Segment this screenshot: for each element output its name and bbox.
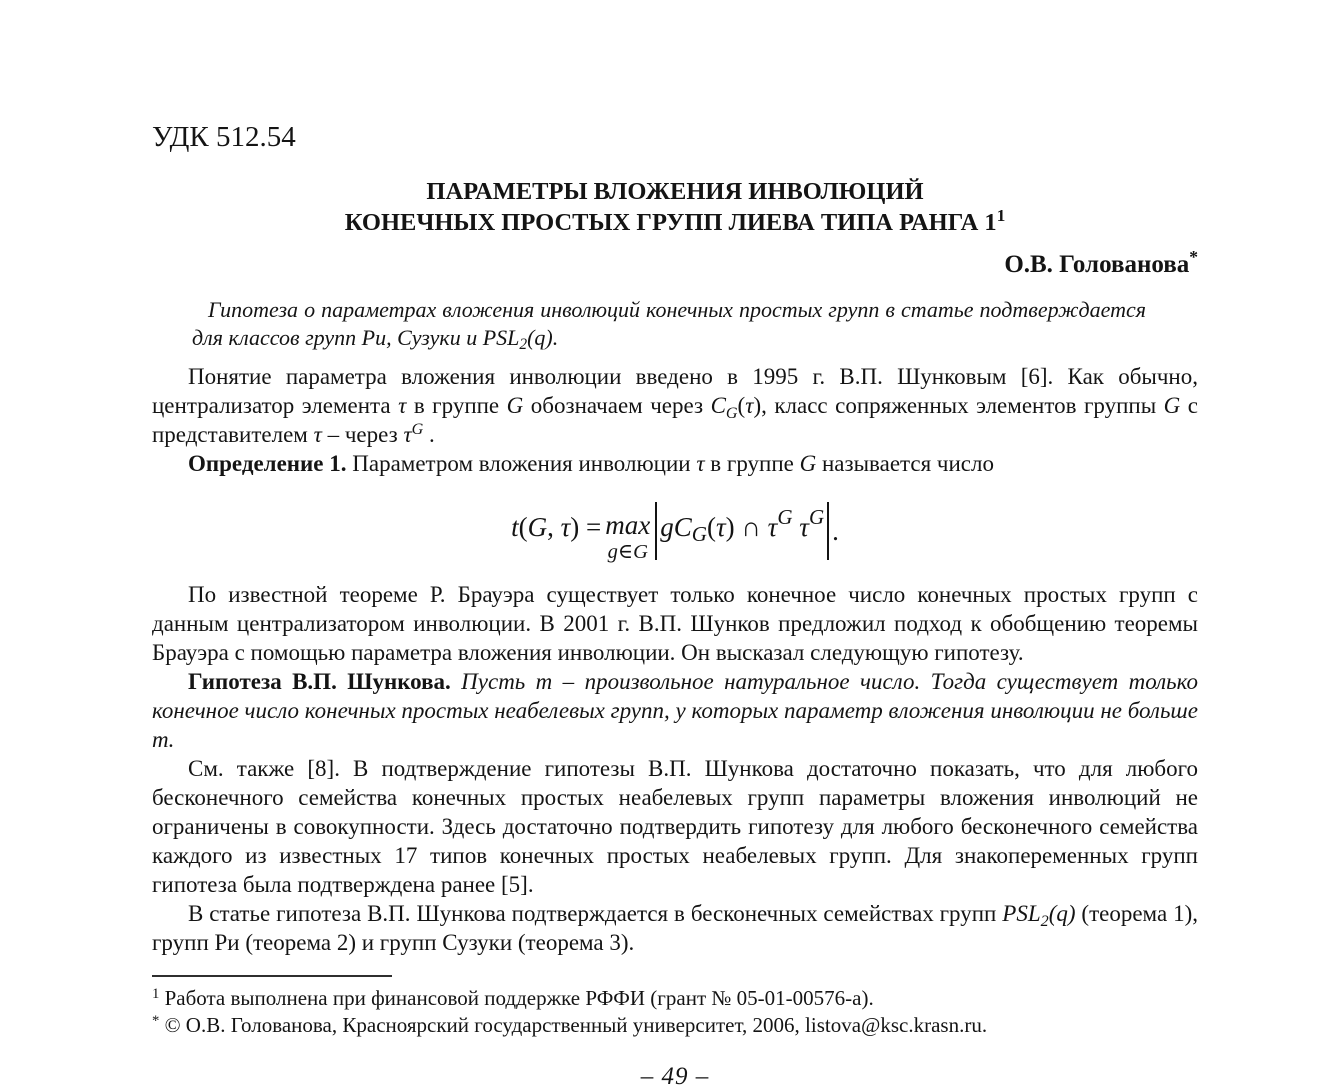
paragraph-brauer: По известной теореме Р. Брауэра существует только конечное число конечных простых групп с данным централизатором инволюции. В 2001 г. В.П. Шунков предложил подход к обобщению теоремы Брауэра с помощью параметра вложения инволюции. Он высказал следующую гипотезу. xyxy=(152,582,1198,665)
footnote-divider xyxy=(152,975,392,977)
paper-title-line-2: КОНЕЧНЫХ ПРОСТЫХ ГРУПП ЛИЕВА ТИПА РАНГА $1^1$ xyxy=(344,206,1006,236)
formula-inner: $gC_G(\tau)$ ∩ $\tau^G$ $\tau^G$ xyxy=(660,504,825,547)
formula-period: . xyxy=(832,515,839,546)
author-line xyxy=(152,247,1198,280)
page-number: – 49 – xyxy=(640,1063,710,1090)
title-footnote-mark: 1 xyxy=(996,206,1006,226)
page-content xyxy=(152,120,1198,1091)
footnote-copyright-mark: * xyxy=(152,1012,160,1029)
formula-max: max xyxy=(605,509,651,540)
formula-max-operator xyxy=(605,509,651,563)
footnote-copyright: * © О.В. Голованова, Красноярский государственный университет, 2006, listova@ksc.krasn.ru. xyxy=(152,1012,988,1037)
udc-label: УДК 512.54 xyxy=(152,121,296,153)
formula-right-bar xyxy=(827,502,829,560)
footnote-grant-mark: 1 xyxy=(152,985,160,1002)
paper-title-line-1: ПАРАМЕТРЫ ВЛОЖЕНИЯ ИНВОЛЮЦИЙ xyxy=(426,178,924,205)
paragraph-intro: Понятие параметра вложения инволюции введено в 1995 г. В.П. Шунковым [6]. Как обычно, централизатор элемента τ в группе G обозначаем через $C_G(\tau)$, класс сопряженных элементов группы G с представителем τ – через $\tau^G$ . xyxy=(152,364,1198,447)
formula-left-bar xyxy=(655,502,657,560)
paragraph-hypothesis: Гипотеза В.П. Шункова. Пусть m – произвольное натуральное число. Тогда существует только конечное число конечных простых неабелевых групп, у которых параметр вложения инволюции не больше m. xyxy=(152,669,1199,752)
formula-block xyxy=(152,490,1198,564)
body-text xyxy=(152,362,1198,957)
author-name: О.В. Голованова xyxy=(1004,251,1190,278)
footnote-block xyxy=(152,975,1198,1039)
author-footnote-mark: * xyxy=(1189,247,1198,268)
formula-max-subscript: g∈G xyxy=(607,540,648,563)
paper-title xyxy=(152,176,1198,238)
footnote-grant: $^1$ Работа выполнена при финансовой поддержке РФФИ (грант № 05-01-00576-а). xyxy=(152,985,874,1010)
abstract-text: Гипотеза о параметрах вложения инволюций конечных простых групп в статье подтверждается для классов групп Ри, Сузуки и $PSL_2(q)$. xyxy=(192,297,1146,354)
paragraph-definition: Определение 1. Параметром вложения инволюции τ в группе G называется число xyxy=(188,451,994,476)
paragraph-confirmation: См. также [8]. В подтверждение гипотезы В.П. Шункова достаточно показать, что для любого бесконечного семейства конечных простых неабелевых групп параметры вложения инволюций не ограничены в совокупности. Здесь достаточно подтвердить гипотезу для любого бесконечного семейства каждого из известных 17 типов конечных простых неабелевых групп. Для знакопеременных групп гипотеза была подтверждена ранее [5]. xyxy=(152,756,1198,897)
paragraph-results: В статье гипотеза В.П. Шункова подтверждается в бесконечных семействах групп $PSL_2(q)$ (теорема 1), групп Ри (теорема 2) и групп Сузуки (теорема 3). xyxy=(152,901,1198,955)
formula-lhs: t(G, τ) = xyxy=(511,511,602,542)
